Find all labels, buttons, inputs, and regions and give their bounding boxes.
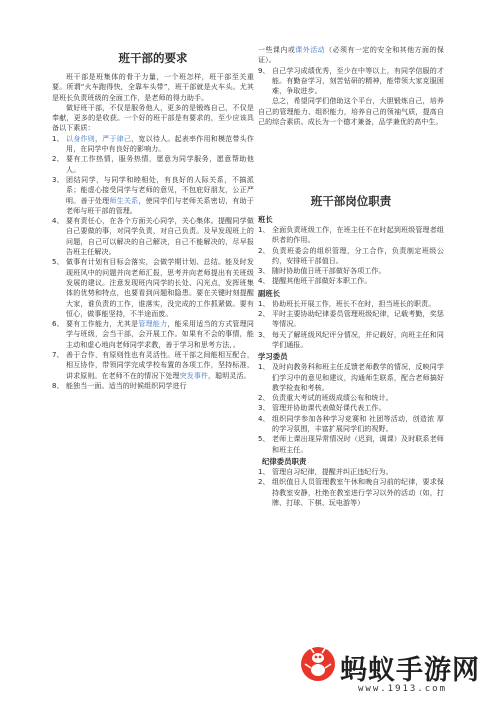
- list-item: 2、 要有工作热情，服务热情，愿意为同学服务，愿意帮助他人。: [52, 155, 254, 174]
- duty-item: 1、 及时向教务科和班主任反馈老师教学的情况，反映同学们学习中的意见和建议，沟通师生联系，配合老师搞好教学检查和考核。: [258, 363, 444, 392]
- list-item: 6、 要有工作能力，尤其是管理能力，能采用适当的方式管理同学与班级，会当干部，会开展工作。如果有不会的事情，能主动和虚心地向老师同学求教，善于学习和思考方法，。: [52, 320, 255, 349]
- qualities-paragraph: 做好班干部，不仅是服务他人，更多的是锻炼自己，不仅是奉献，更多的是收获。一个好的班干部是有要求的，至少应该具备以下素质：: [52, 103, 254, 133]
- duty-item: 3、 随时协助值日班干部做好各项工作。: [258, 267, 386, 276]
- requirements-title: 班干部的要求: [118, 51, 188, 65]
- section-heading: 纪律委员职责: [262, 456, 307, 466]
- requirements-list: [52, 134, 254, 391]
- ant-logo-icon: [300, 644, 336, 684]
- watermark-name: 蚂蚁手游网: [340, 655, 480, 686]
- duty-item: 1、 管理自习纪律，提醒并纠正违纪行为。: [258, 467, 393, 476]
- list-item: 9、 自己学习成绩优秀，至少在中等以上，有同学信服的才能。有勤奋学习，刻苦钻研的精神，能带领大家克服困难，争取进步。: [258, 66, 444, 96]
- watermark-url: www.1913.com: [358, 684, 448, 694]
- duty-item: 4、 组织同学参加各种学习竞赛和 社团等活动，创造浓 厚的学习氛围，丰富扩展同学们的视野。: [258, 414, 444, 434]
- duties-title: 班干部岗位职责: [310, 194, 392, 208]
- list-item: 3、 团结同学，与同学和睦相处，有良好的人际关系，不搞派系；能虚心接受同学与老师的意见，不包庇好朋友，公正严明。善于处理师生关系，使同学们与老师关系密切，有助于老师与班干部的管理。: [52, 175, 254, 215]
- duty-item: 5、 老师上课出现异常情况时（迟到，调课）及时联系老师和班主任。: [258, 435, 444, 454]
- term-link[interactable]: 严于律己: [102, 134, 132, 143]
- term-link[interactable]: 以身作则: [66, 134, 95, 143]
- duty-item: 2、 平时主要协助纪律委员管理班级纪律，记载考勤，奖惩等情况。: [258, 310, 444, 329]
- term-link[interactable]: 管理能力: [138, 320, 168, 329]
- duty-item: 2、 负责班委会的组织管理，分工合作，负责制定班级公约，安排班干部值日。: [258, 246, 444, 265]
- list-item: 7、 善于合作，有原则性也有灵活性。班干部之间能相互配合，相互协作，带领同学完成学校布置的各项工作，坚持标准，讲求原则。在老师不在的情况下处理突发事件，聪明灵活。: [52, 351, 254, 380]
- summary-paragraph: 总之，希望同学们借助这个平台，大胆锻炼自己，培养自己的管理能力、组织能力，培养自己的领袖气质，提高自己的综合素质。成长为一个德才兼备，品学兼优的高中生。: [258, 97, 444, 127]
- list-item: 8、 能独当一面。适当的时候组织同学进行: [52, 381, 187, 390]
- list-item: 4、 要有责任心，在各个方面关心同学，关心集体。提醒同学做自己要做的事，对同学负责，对自己负责。及早发现班上的问题，自己可以解决的自己解决，自己不能解决的，尽早报告班主任解决。: [52, 217, 254, 257]
- section-heading: 副班长: [258, 288, 281, 298]
- intro-paragraph: 班干部是班集体的骨干力量，一个班怎样，班干部至关重要。所谓“火车跑得快，全靠车头带”，班干部就是火车头。尤其是班长负责班级的全面工作，是老师的得力助手。: [52, 73, 254, 102]
- duty-item: 2、 负责重大考试的班级成绩公布和统计。: [258, 394, 393, 403]
- duty-item: 2、 组织值日人员管理教室午休和晚自习前的纪律，要求保持教室安静，杜绝在教室进行学习以外的活动（如，打牌、打球、下棋、玩电游等）: [258, 478, 444, 507]
- duty-item: 4、 提醒其他班干部做好本职工作。: [258, 277, 372, 286]
- site-watermark: [298, 642, 496, 702]
- duty-item: 1、 全面负责班级工作，在班主任不在时起到班级管理者组织者的作用。: [258, 226, 444, 245]
- duty-item: 3、 管理并协助课代表做好课代表工作。: [258, 404, 386, 413]
- term-link[interactable]: 突发事件: [179, 371, 209, 380]
- activity-link[interactable]: 课外活动: [295, 46, 326, 54]
- duties-body: [258, 213, 444, 508]
- duty-item: 1、 协助班长开展工作，班长不在时，担当班长的职责。: [258, 299, 436, 308]
- continued-text: 一些课内或课外活动（必须有一定的安全和其他方面的保证）。: [258, 46, 445, 65]
- requirements-continued: [258, 45, 444, 127]
- section-heading: 班长: [258, 215, 273, 224]
- term-link[interactable]: 师生关系: [109, 196, 139, 205]
- duty-item: 3、 每天了解班级风纪评分情况，并记载好，向班主任和同学们通报。: [258, 330, 444, 349]
- list-item: 5、 做事有计划有目标会落实，会做学期计划、总结。能及时发现班风中的问题并向老师汇报，思考并向老师提出有关班级发展的建议。注意发现班内同学的长处、闪光点，发挥班集体的优势和特点，也要看到问题和隐患。要在关键时刻提醒大家，谁负责的工作，谁落实，没完成的工作抓紧做。要有恒心，做事能坚持，不半途而废。: [52, 258, 254, 318]
- requirements-body: [52, 72, 254, 391]
- section-heading: 学习委员: [258, 352, 288, 362]
- list-item: 1、 以身作则，严于律己，宽以待人。起表率作用和模范带头作用，在同学中有良好的影响力。: [52, 134, 255, 154]
